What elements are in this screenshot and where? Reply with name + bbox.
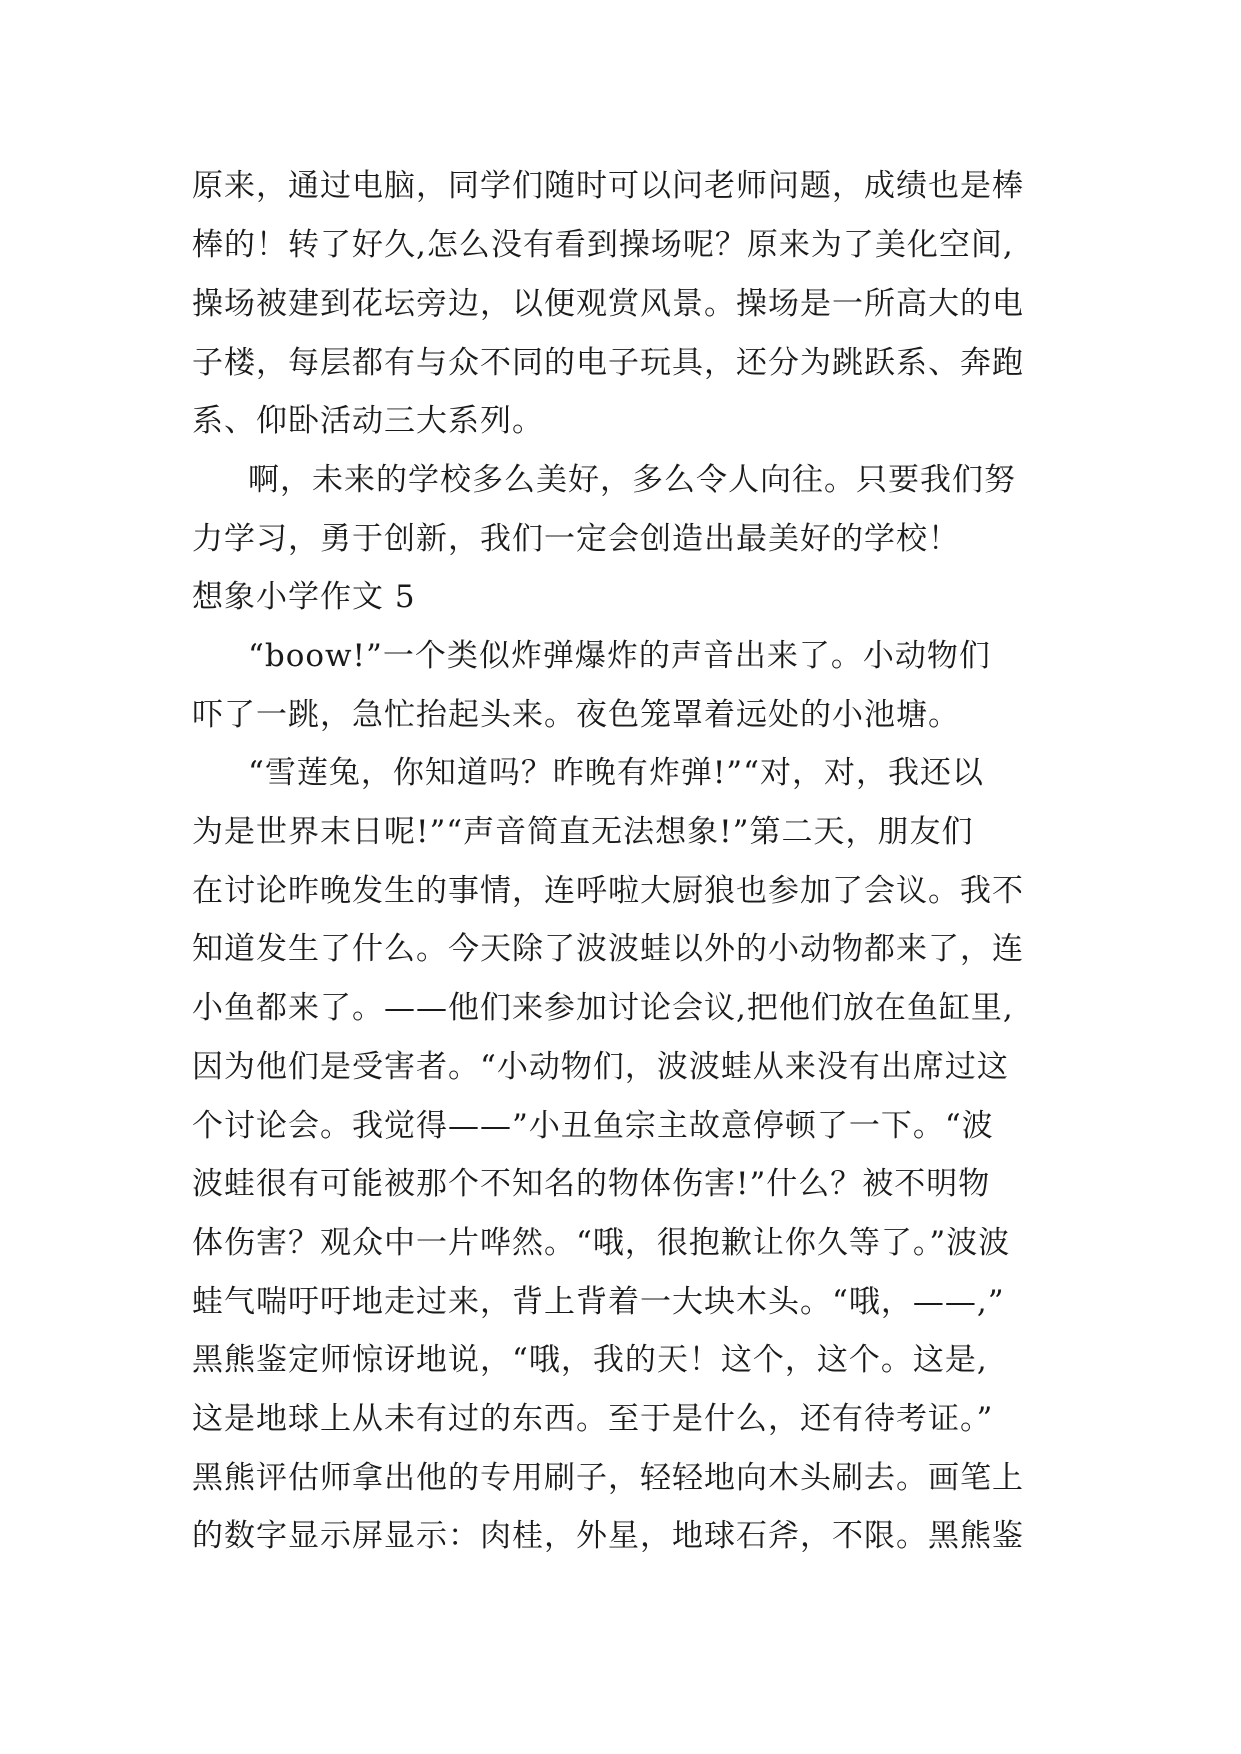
text-line: 操场被建到花坛旁边，以便观赏风景。操场是一所高大的电	[192, 286, 1024, 322]
paragraph-first-line: 啊，未来的学校多么美好，多么令人向往。只要我们努	[248, 462, 1016, 498]
text-line: 原来，通过电脑，同学们随时可以问老师问题，成绩也是棒	[192, 168, 1024, 204]
text-line: 为是世界末日呢!”“声音简直无法想象!”第二天，朋友们	[192, 814, 974, 850]
text-line: 体伤害？观众中一片哗然。“哦，很抱歉让你久等了。”波波	[192, 1225, 1011, 1261]
text-line: 波蛙很有可能被那个不知名的物体伤害!”什么？被不明物	[192, 1166, 991, 1202]
text-line: 黑熊鉴定师惊讶地说，“哦，我的天！这个，这个。这是,	[192, 1342, 988, 1378]
text-line: 这是地球上从未有过的东西。至于是什么，还有待考证。”	[192, 1401, 994, 1437]
text-line: 子楼，每层都有与众不同的电子玩具，还分为跳跃系、奔跑	[192, 345, 1024, 381]
text-line: 在讨论昨晚发生的事情，连呼啦大厨狼也参加了会议。我不	[192, 873, 1024, 909]
text-line: 吓了一跳，急忙抬起头来。夜色笼罩着远处的小池塘。	[192, 697, 960, 733]
text-line: 黑熊评估师拿出他的专用刷子，轻轻地向木头刷去。画笔上	[192, 1460, 1024, 1496]
text-line: 的数字显示屏显示：肉桂，外星，地球石斧，不限。黑熊鉴	[192, 1518, 1024, 1554]
text-line: 力学习，勇于创新，我们一定会创造出最美好的学校！	[192, 521, 960, 557]
text-line: 个讨论会。我觉得——”小丑鱼宗主故意停顿了一下。“波	[192, 1108, 994, 1144]
section-heading: 想象小学作文 5	[192, 579, 416, 615]
paragraph-first-line: “雪莲兔，你知道吗？昨晚有炸弹!”“对，对，我还以	[248, 755, 984, 791]
text-line: 小鱼都来了。——他们来参加讨论会议,把他们放在鱼缸里,	[192, 990, 1014, 1026]
text-line: 知道发生了什么。今天除了波波蛙以外的小动物都来了，连	[192, 931, 1024, 967]
text-line: 因为他们是受害者。“小动物们，波波蛙从来没有出席过这	[192, 1049, 1009, 1085]
text-line: 系、仰卧活动三大系列。	[192, 403, 544, 439]
paragraph-first-line: “boow!”一个类似炸弹爆炸的声音出来了。小动物们	[248, 638, 991, 674]
text-line: 蛙气喘吁吁地走过来，背上背着一大块木头。“哦，——,”	[192, 1284, 1005, 1320]
text-line: 棒的！转了好久,怎么没有看到操场呢？原来为了美化空间,	[192, 227, 1014, 263]
